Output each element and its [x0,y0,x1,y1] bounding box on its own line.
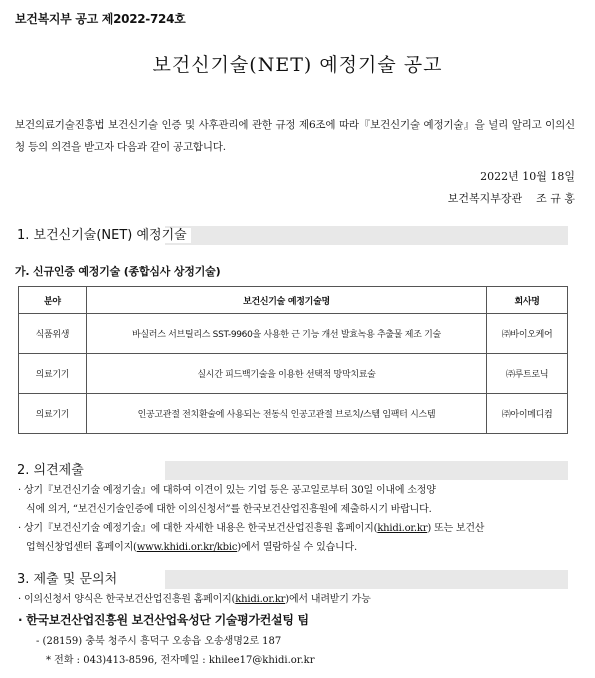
kbic-link[interactable]: www.khidi.or.kr/kbic [136,542,238,553]
table-row [19,354,568,394]
cell-tech-name: 바실러스 서브틸리스 SST-9960을 사용한 근 기능 개선 발효녹용 추출물 제조 기술 [86,314,486,354]
cell-field: 식품위생 [19,314,87,354]
opinion-bullet-2-text-2: ) 또는 보건산 [427,523,485,534]
submission-text-1: · 이의신청서 양식은 한국보건산업진흥원 홈페이지( [18,594,236,605]
contact-organization: · 한국보건산업진흥원 보건산업육성단 기술평가컨설팅 팀 [18,613,309,627]
opinion-bullet-2-text-4: )에서 열람하실 수 있습니다. [237,542,357,553]
opinion-bullet-1-line-1: · 상기『보건신기술 예정기술』에 대하여 이견이 있는 기업 등은 공고일로부터 30일 이내에 소정양 [18,485,436,496]
cell-field: 의료기기 [19,354,87,394]
header-field: 분야 [19,287,87,314]
opinion-bullet-1 [18,481,573,519]
table-row [19,394,568,434]
submission-bullet [18,590,573,609]
tech-table [18,286,568,434]
document-title: 보건신기술(NET) 예정기술 공고 [152,54,443,76]
opinion-bullet-2-text-1: · 상기『보건신기술 예정기술』에 대한 자세한 내용은 한국보건산업진흥원 홈페이지( [18,523,378,534]
opinion-bullet-2 [18,519,573,557]
cell-field: 의료기기 [19,394,87,434]
notice-number: 보건복지부 공고 제2022-724호 [15,12,186,26]
contact-info: * 전화 : 043)413-8596, 전자메일 : khilee17@khidi.or.kr [46,655,315,666]
cell-company: ㈜루트로닉 [487,354,568,394]
header-tech-name: 보건신기술 예정기술명 [86,287,486,314]
cell-tech-name: 실시간 피드백기술을 이용한 선택적 망막치료술 [86,354,486,394]
opinion-bullet-1-line-2: 식에 의거, “보건신기술인증에 대한 이의신청서”를 한국보건산업진흥원에 제출하시기 바랍니다. [26,504,432,515]
khidi-download-link[interactable]: khidi.or.kr [235,594,286,605]
opinion-bullet-2-text-3: 업혁신창업센터 홈페이지( [26,542,137,553]
table-header-row [19,287,568,314]
cell-company: ㈜아이메디컴 [487,394,568,434]
section-1-subheading: 가. 신규인증 예정기술 (종합심사 상정기술) [15,265,221,278]
section-1-heading-text: 1. 보건신기술(NET) 예정기술 [17,228,191,243]
signer: 보건복지부장관 조 규 홍 [447,192,575,205]
section-2-heading-text: 2. 의견제출 [17,463,88,478]
section-2-heading [15,461,568,480]
announcement-date: 2022년 10월 18일 [480,170,575,183]
intro-paragraph: 보건의료기술진흥법 보건신기술 인증 및 사후관리에 관한 규정 제6조에 따라『보건신기술 예정기술』을 널리 알리고 이의신청 등의 의견을 받고자 다음과 같이 공고합니다. [15,119,575,153]
contact-address: - (28159) 충북 청주시 흥덕구 오송읍 오송생명2로 187 [36,636,282,647]
section-1-heading [15,226,568,245]
submission-text-2: )에서 내려받기 가능 [285,594,371,605]
table-row [19,314,568,354]
header-company: 회사명 [487,287,568,314]
cell-tech-name: 인공고관절 전치환술에 사용되는 전동식 인공고관절 브로치/스템 임팩터 시스템 [86,394,486,434]
khidi-link[interactable]: khidi.or.kr [377,523,428,534]
cell-company: ㈜바이오케어 [487,314,568,354]
section-3-heading [15,570,568,589]
section-3-heading-text: 3. 제출 및 문의처 [17,572,121,587]
